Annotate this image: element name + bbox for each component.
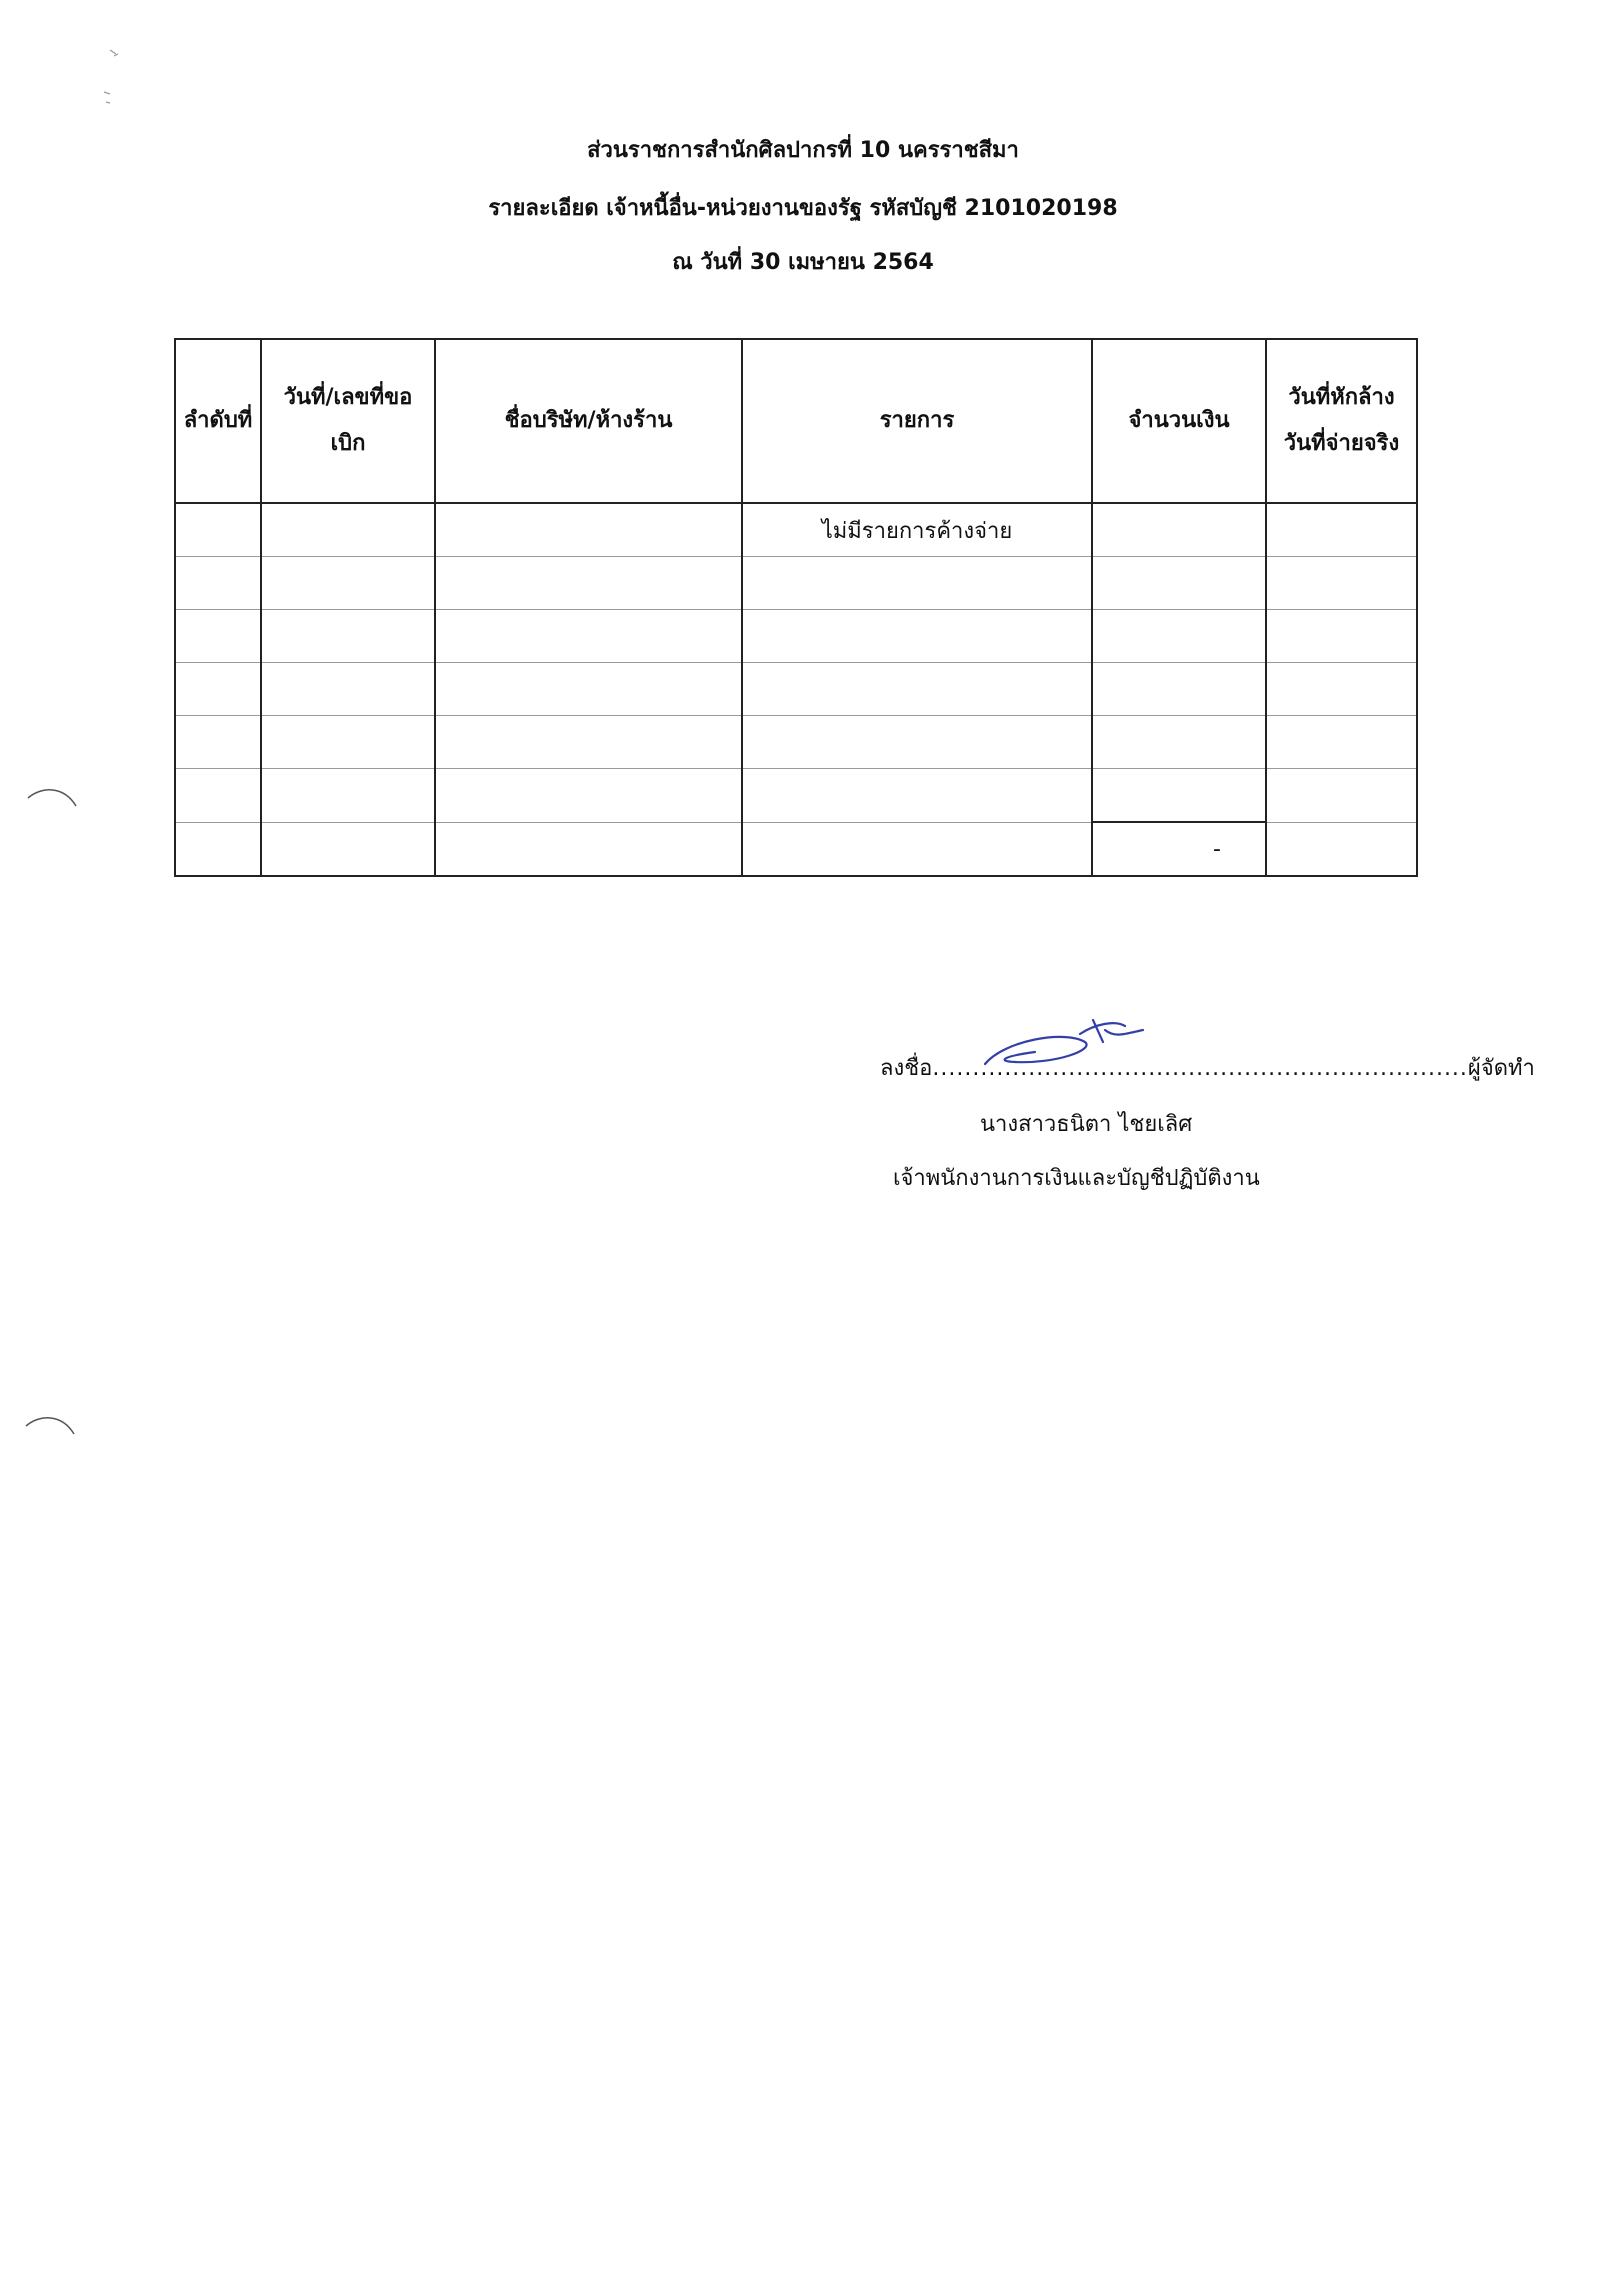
cell-seq xyxy=(175,663,261,716)
cell-seq xyxy=(175,503,261,557)
document-title-account: รายละเอียด เจ้าหนี้อื่น-หน่วยงานของรัฐ รหัสบัญชี 2101020198 xyxy=(488,196,1118,221)
document-title-agency: ส่วนราชการสำนักศิลปากรที่ 10 นครราชสีมา xyxy=(587,138,1019,163)
cell-paid-date xyxy=(1266,769,1417,823)
cell-date-ref xyxy=(261,663,435,716)
cell-company xyxy=(435,822,742,876)
table-row xyxy=(175,663,1417,716)
cell-date-ref xyxy=(261,557,435,610)
cell-date-ref xyxy=(261,716,435,769)
header-company: ชื่อบริษัท/ห้างร้าน xyxy=(435,339,742,503)
header-seq: ลำดับที่ xyxy=(175,339,261,503)
cell-amount xyxy=(1092,769,1266,823)
cell-paid-date xyxy=(1266,822,1417,876)
cell-paid-date xyxy=(1266,557,1417,610)
header-amount: จำนวนเงิน xyxy=(1092,339,1266,503)
payables-table xyxy=(174,338,1418,877)
header-date-ref: วันที่/เลขที่ขอ เบิก xyxy=(261,339,435,503)
sign-label: ลงชื่อ xyxy=(880,1056,933,1081)
table-header-row xyxy=(175,339,1417,503)
table-row xyxy=(175,716,1417,769)
document-title-date: ณ วันที่ 30 เมษายน 2564 xyxy=(672,250,934,275)
cell-company xyxy=(435,503,742,557)
cell-seq xyxy=(175,769,261,823)
cell-date-ref xyxy=(261,503,435,557)
scan-artifact-mark xyxy=(100,40,140,120)
cell-date-ref xyxy=(261,822,435,876)
cell-company xyxy=(435,557,742,610)
table-row xyxy=(175,769,1417,823)
cell-company xyxy=(435,716,742,769)
header-paid-date: วันที่หักล้าง วันที่จ่ายจริง xyxy=(1266,339,1417,503)
cell-amount xyxy=(1092,557,1266,610)
cell-item xyxy=(742,822,1092,876)
table-row xyxy=(175,822,1417,876)
signer-name: นางสาวธนิตา ไชยเลิศ xyxy=(980,1112,1193,1137)
cell-paid-date xyxy=(1266,716,1417,769)
cell-seq xyxy=(175,557,261,610)
cell-date-ref xyxy=(261,610,435,663)
prepared-by-label: ผู้จัดทำ xyxy=(1467,1056,1535,1081)
table-row xyxy=(175,557,1417,610)
signature-dots: ................................................................... xyxy=(932,1056,1468,1081)
scan-artifact-mark xyxy=(24,780,84,820)
cell-company xyxy=(435,610,742,663)
cell-amount xyxy=(1092,503,1266,557)
cell-paid-date xyxy=(1266,503,1417,557)
cell-company xyxy=(435,769,742,823)
cell-seq xyxy=(175,716,261,769)
signature-line xyxy=(880,1050,1535,1085)
cell-item xyxy=(742,716,1092,769)
cell-amount xyxy=(1092,610,1266,663)
cell-item: ไม่มีรายการค้างจ่าย xyxy=(742,503,1092,557)
cell-company xyxy=(435,663,742,716)
header-item: รายการ xyxy=(742,339,1092,503)
scan-artifact-mark xyxy=(22,1408,82,1448)
cell-date-ref xyxy=(261,769,435,823)
table-row xyxy=(175,610,1417,663)
cell-amount xyxy=(1092,716,1266,769)
table-row xyxy=(175,503,1417,557)
cell-seq xyxy=(175,822,261,876)
cell-paid-date xyxy=(1266,663,1417,716)
total-amount: - xyxy=(1092,822,1266,876)
cell-item xyxy=(742,769,1092,823)
signer-position: เจ้าพนักงานการเงินและบัญชีปฏิบัติงาน xyxy=(893,1166,1260,1191)
cell-seq xyxy=(175,610,261,663)
cell-item xyxy=(742,610,1092,663)
cell-item xyxy=(742,557,1092,610)
cell-paid-date xyxy=(1266,610,1417,663)
cell-item xyxy=(742,663,1092,716)
cell-amount xyxy=(1092,663,1266,716)
